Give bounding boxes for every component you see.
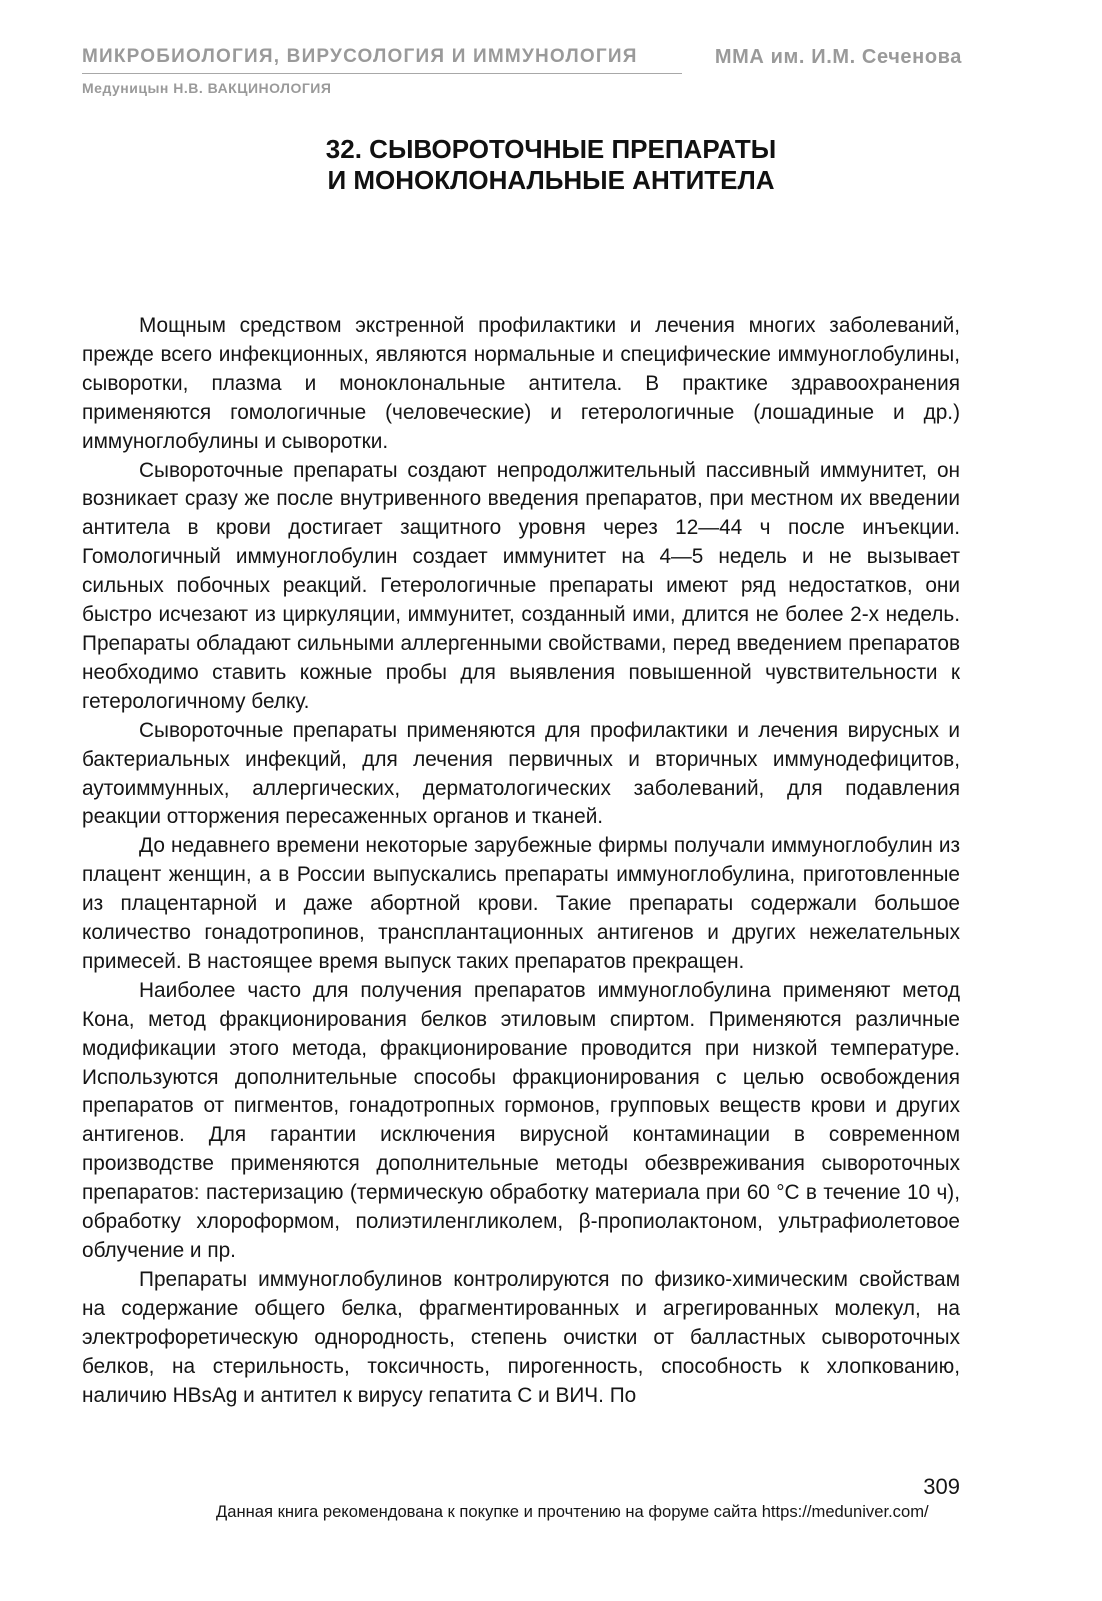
- paragraph: Наиболее часто для получения препаратов иммуноглобулина применяют метод Кона, метод фракционирования белков этиловым спиртом. Применяются различные модификации этого метода, фракционирование проводится при низкой температуре. Используются дополнительные способы фракционирования с целью освобождения препаратов от пигментов, гонадотропных гормонов, групповых веществ крови и других антигенов. Для гарантии исключения вирусной контаминации в современном производстве применяются дополнительные методы обезвреживания сывороточных препаратов: пастеризацию (термическую обработку материала при 60 °С в течение 10 ч), обработку хлороформом, полиэтиленгликолем, β-пропиолактоном, ультрафиолетовое облучение и пр.: [82, 978, 960, 1262]
- body-text: [82, 312, 960, 1410]
- chapter-title-line-1: 32. СЫВОРОТОЧНЫЕ ПРЕПАРАТЫ: [325, 134, 777, 164]
- chapter-title: [0, 134, 1102, 196]
- chapter-title-line-2: И МОНОКЛОНАЛЬНЫЕ АНТИТЕЛА: [327, 165, 775, 195]
- header-discipline: МИКРОБИОЛОГИЯ, ВИРУСОЛОГИЯ И ИММУНОЛОГИЯ: [82, 46, 638, 67]
- paragraph: Мощным средством экстренной профилактики и лечения многих заболеваний, прежде всего инфекционных, являются нормальные и специфические иммуноглобулины, сыворотки, плазма и моноклональные антитела. В практике здравоохранения применяются гомологичные (человеческие) и гетерологичные (лошадиные и др.) иммуноглобулины и сыворотки.: [82, 314, 960, 453]
- paragraph: До недавнего времени некоторые зарубежные фирмы получали иммуноглобулин из плацент женщин, а в России выпускались препараты иммуноглобулина, приготовленные из плацентарной и даже абортной крови. Такие препараты содержали большое количество гонадотропинов, трансплантационных антигенов и других нежелательных примесей. В настоящее время выпуск таких препаратов прекращен.: [82, 834, 960, 973]
- paragraph: Сывороточные препараты применяются для профилактики и лечения вирусных и бактериальных инфекций, для лечения первичных и вторичных иммунодефицитов, аутоиммунных, аллергических, дерматологических заболеваний, для подавления реакции отторжения пересаженных органов и тканей.: [82, 718, 960, 829]
- running-header: [82, 46, 962, 74]
- header-book-author: Медуницын Н.В. ВАКЦИНОЛОГИЯ: [82, 80, 332, 96]
- header-institution: ММА им. И.М. Сеченова: [714, 46, 962, 68]
- footer-note: Данная книга рекомендована к покупке и прочтению на форуме сайта https://meduniver.com/: [216, 1502, 929, 1521]
- header-divider: [82, 73, 682, 74]
- paragraph: Сывороточные препараты создают непродолжительный пассивный иммунитет, он возникает сразу же после внутривенного введения препаратов, при местном их введении антитела в крови достигает защитного уровня через 12—44 ч после инъекции. Гомологичный иммуноглобулин создает иммунитет на 4—5 недель и не вызывает сильных побочных реакций. Гетерологичные препараты имеют ряд недостатков, они быстро исчезают из циркуляции, иммунитет, созданный ими, длится не более 2-х недель. Препараты обладают сильными аллергенными свойствами, перед введением препаратов необходимо ставить кожные пробы для выявления повышенной чувствительности к гетерологичному белку.: [82, 458, 960, 713]
- paragraph: Препараты иммуноглобулинов контролируются по физико-химическим свойствам на содержание общего белка, фрагментированных и агрегированных молекул, на электрофоретическую однородность, степень очистки от балластных сывороточных белков, на стерильность, токсичность, пирогенность, способность к хлопкованию, наличию HBsAg и антител к вирусу гепатита С и ВИЧ. По: [82, 1267, 960, 1407]
- page-number: 309: [923, 1474, 960, 1499]
